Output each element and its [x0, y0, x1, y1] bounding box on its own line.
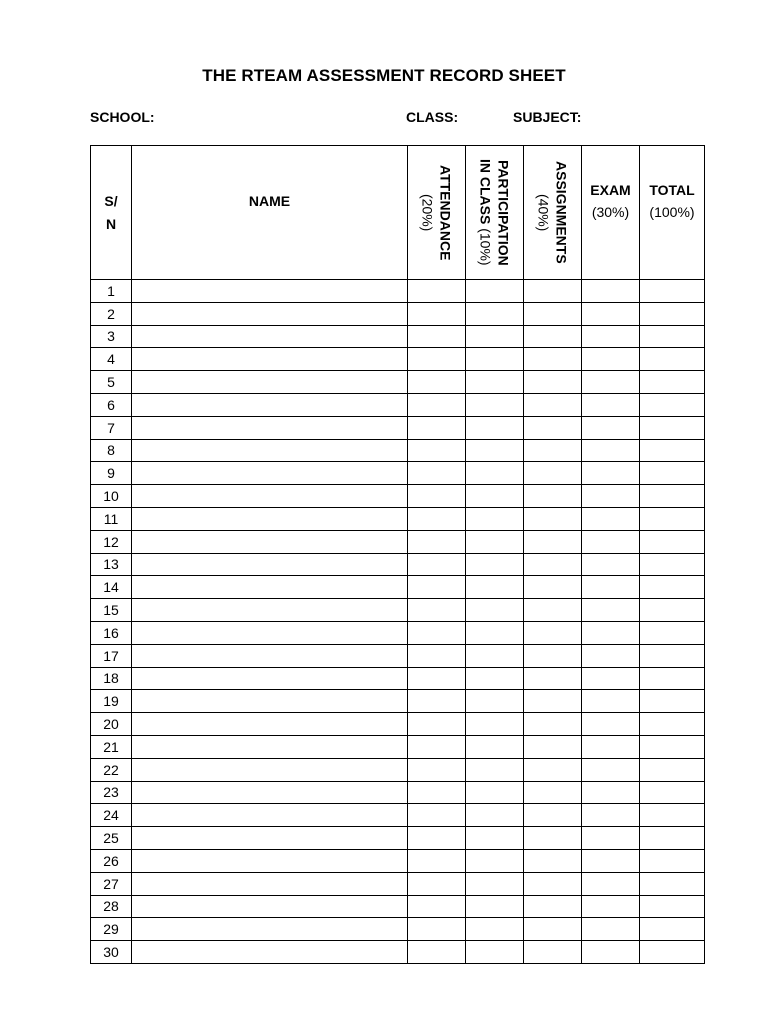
exam-cell[interactable] [582, 485, 640, 508]
participation-cell[interactable] [466, 941, 524, 964]
attendance-cell[interactable] [408, 599, 466, 622]
total-cell[interactable] [640, 599, 705, 622]
table-row [91, 621, 705, 644]
assignments-cell[interactable] [524, 827, 582, 850]
total-cell[interactable] [640, 895, 705, 918]
row-number: 13 [91, 553, 132, 576]
participation-cell[interactable] [466, 507, 524, 530]
row-number: 29 [91, 918, 132, 941]
table-row [91, 713, 705, 736]
attendance-cell[interactable] [408, 895, 466, 918]
exam-cell[interactable] [582, 348, 640, 371]
exam-cell[interactable] [582, 302, 640, 325]
exam-cell[interactable] [582, 804, 640, 827]
exam-cell[interactable] [582, 371, 640, 394]
attendance-cell[interactable] [408, 462, 466, 485]
exam-cell[interactable] [582, 735, 640, 758]
attendance-cell[interactable] [408, 941, 466, 964]
attendance-cell[interactable] [408, 781, 466, 804]
table-row [91, 735, 705, 758]
table-body [91, 280, 705, 964]
header-assignments-label: ASSIGNMENTS [553, 161, 570, 264]
assignments-cell[interactable] [524, 439, 582, 462]
row-number: 28 [91, 895, 132, 918]
exam-cell[interactable] [582, 918, 640, 941]
name-cell[interactable] [132, 644, 408, 667]
table-row [91, 804, 705, 827]
attendance-cell[interactable] [408, 804, 466, 827]
participation-cell[interactable] [466, 416, 524, 439]
total-cell[interactable] [640, 804, 705, 827]
assignments-cell[interactable] [524, 462, 582, 485]
assignments-cell[interactable] [524, 804, 582, 827]
participation-cell[interactable] [466, 439, 524, 462]
table-row [91, 348, 705, 371]
table-row [91, 462, 705, 485]
total-cell[interactable] [640, 918, 705, 941]
participation-cell[interactable] [466, 462, 524, 485]
total-cell[interactable] [640, 507, 705, 530]
attendance-cell[interactable] [408, 439, 466, 462]
participation-cell[interactable] [466, 485, 524, 508]
table-row [91, 507, 705, 530]
name-cell[interactable] [132, 371, 408, 394]
name-cell[interactable] [132, 872, 408, 895]
exam-cell[interactable] [582, 827, 640, 850]
attendance-cell[interactable] [408, 302, 466, 325]
header-name [132, 146, 408, 280]
assignments-cell[interactable] [524, 371, 582, 394]
table-row [91, 416, 705, 439]
table-row [91, 827, 705, 850]
row-number: 19 [91, 690, 132, 713]
participation-cell[interactable] [466, 690, 524, 713]
exam-cell[interactable] [582, 416, 640, 439]
exam-cell[interactable] [582, 530, 640, 553]
row-number: 23 [91, 781, 132, 804]
participation-cell[interactable] [466, 280, 524, 303]
attendance-cell[interactable] [408, 393, 466, 416]
name-cell[interactable] [132, 348, 408, 371]
participation-cell[interactable] [466, 735, 524, 758]
name-cell[interactable] [132, 758, 408, 781]
header-participation-text [477, 159, 513, 266]
exam-cell[interactable] [582, 599, 640, 622]
exam-cell[interactable] [582, 644, 640, 667]
total-cell[interactable] [640, 325, 705, 348]
table-row [91, 302, 705, 325]
attendance-cell[interactable] [408, 918, 466, 941]
participation-cell[interactable] [466, 849, 524, 872]
table-row [91, 485, 705, 508]
assignments-cell[interactable] [524, 644, 582, 667]
table-row [91, 918, 705, 941]
exam-cell[interactable] [582, 758, 640, 781]
name-cell[interactable] [132, 416, 408, 439]
header-sn-line1: S/ [104, 192, 118, 209]
row-number: 10 [91, 485, 132, 508]
participation-cell[interactable] [466, 393, 524, 416]
header-assignments-text [535, 161, 571, 264]
total-cell[interactable] [640, 530, 705, 553]
table-row [91, 280, 705, 303]
header-participation-weight: (10%) [477, 228, 494, 266]
row-number: 22 [91, 758, 132, 781]
exam-cell[interactable] [582, 462, 640, 485]
name-cell[interactable] [132, 325, 408, 348]
name-cell[interactable] [132, 485, 408, 508]
school-label: SCHOOL: [90, 109, 155, 125]
assignments-cell[interactable] [524, 781, 582, 804]
participation-cell[interactable] [466, 371, 524, 394]
row-number: 21 [91, 735, 132, 758]
total-cell[interactable] [640, 872, 705, 895]
assignments-cell[interactable] [524, 621, 582, 644]
header-total-weight: (100%) [649, 203, 695, 220]
row-number: 3 [91, 325, 132, 348]
table-row [91, 941, 705, 964]
participation-cell[interactable] [466, 644, 524, 667]
participation-cell[interactable] [466, 553, 524, 576]
name-cell[interactable] [132, 393, 408, 416]
attendance-cell[interactable] [408, 553, 466, 576]
exam-cell[interactable] [582, 325, 640, 348]
assignments-cell[interactable] [524, 667, 582, 690]
total-cell[interactable] [640, 280, 705, 303]
exam-cell[interactable] [582, 872, 640, 895]
header-row [91, 146, 705, 280]
row-number: 25 [91, 827, 132, 850]
name-cell[interactable] [132, 804, 408, 827]
total-cell[interactable] [640, 849, 705, 872]
exam-cell[interactable] [582, 667, 640, 690]
attendance-cell[interactable] [408, 530, 466, 553]
attendance-cell[interactable] [408, 849, 466, 872]
table-row [91, 758, 705, 781]
total-cell[interactable] [640, 713, 705, 736]
header-participation-line1: PARTICIPATION [495, 159, 512, 266]
header-sn-line2: N [105, 215, 117, 232]
participation-cell[interactable] [466, 804, 524, 827]
assignments-cell[interactable] [524, 758, 582, 781]
exam-cell[interactable] [582, 781, 640, 804]
name-cell[interactable] [132, 918, 408, 941]
attendance-cell[interactable] [408, 325, 466, 348]
attendance-cell[interactable] [408, 485, 466, 508]
participation-cell[interactable] [466, 895, 524, 918]
row-number: 2 [91, 302, 132, 325]
assignments-cell[interactable] [524, 895, 582, 918]
participation-cell[interactable] [466, 872, 524, 895]
row-number: 15 [91, 599, 132, 622]
attendance-cell[interactable] [408, 371, 466, 394]
header-sn [91, 146, 132, 280]
attendance-cell[interactable] [408, 827, 466, 850]
table-row [91, 576, 705, 599]
row-number: 26 [91, 849, 132, 872]
row-number: 17 [91, 644, 132, 667]
table-row [91, 599, 705, 622]
header-exam [582, 146, 640, 280]
header-participation [466, 146, 524, 280]
header-assignments-weight: (40%) [535, 193, 552, 232]
total-cell[interactable] [640, 644, 705, 667]
participation-cell[interactable] [466, 713, 524, 736]
total-cell[interactable] [640, 667, 705, 690]
total-cell[interactable] [640, 462, 705, 485]
table-row [91, 849, 705, 872]
row-number: 30 [91, 941, 132, 964]
row-number: 18 [91, 667, 132, 690]
total-cell[interactable] [640, 827, 705, 850]
assignments-cell[interactable] [524, 348, 582, 371]
exam-cell[interactable] [582, 941, 640, 964]
participation-cell[interactable] [466, 325, 524, 348]
name-cell[interactable] [132, 895, 408, 918]
assignments-cell[interactable] [524, 302, 582, 325]
table-row [91, 667, 705, 690]
header-attendance-text [419, 165, 455, 260]
exam-cell[interactable] [582, 553, 640, 576]
attendance-cell[interactable] [408, 576, 466, 599]
attendance-cell[interactable] [408, 280, 466, 303]
attendance-cell[interactable] [408, 758, 466, 781]
exam-cell[interactable] [582, 690, 640, 713]
table-row [91, 553, 705, 576]
assignments-cell[interactable] [524, 530, 582, 553]
name-cell[interactable] [132, 462, 408, 485]
table-row [91, 325, 705, 348]
row-number: 1 [91, 280, 132, 303]
attendance-cell[interactable] [408, 416, 466, 439]
exam-cell[interactable] [582, 895, 640, 918]
table-row [91, 895, 705, 918]
total-cell[interactable] [640, 485, 705, 508]
participation-cell[interactable] [466, 302, 524, 325]
participation-cell[interactable] [466, 918, 524, 941]
assignments-cell[interactable] [524, 599, 582, 622]
attendance-cell[interactable] [408, 348, 466, 371]
total-cell[interactable] [640, 371, 705, 394]
name-cell[interactable] [132, 781, 408, 804]
total-cell[interactable] [640, 348, 705, 371]
assignments-cell[interactable] [524, 872, 582, 895]
attendance-cell[interactable] [408, 872, 466, 895]
exam-cell[interactable] [582, 439, 640, 462]
assignments-cell[interactable] [524, 713, 582, 736]
assignments-cell[interactable] [524, 325, 582, 348]
row-number: 24 [91, 804, 132, 827]
table-row [91, 530, 705, 553]
participation-cell[interactable] [466, 348, 524, 371]
header-attendance-weight: (20%) [419, 193, 436, 232]
exam-cell[interactable] [582, 576, 640, 599]
header-total-label: TOTAL [649, 181, 695, 198]
total-cell[interactable] [640, 576, 705, 599]
total-cell[interactable] [640, 690, 705, 713]
row-number: 5 [91, 371, 132, 394]
name-cell[interactable] [132, 439, 408, 462]
row-number: 20 [91, 713, 132, 736]
exam-cell[interactable] [582, 849, 640, 872]
row-number: 7 [91, 416, 132, 439]
participation-cell[interactable] [466, 576, 524, 599]
table-row [91, 690, 705, 713]
assignments-cell[interactable] [524, 507, 582, 530]
assignments-cell[interactable] [524, 576, 582, 599]
class-label: CLASS: [406, 109, 459, 125]
total-cell[interactable] [640, 735, 705, 758]
table-row [91, 393, 705, 416]
row-number: 8 [91, 439, 132, 462]
total-cell[interactable] [640, 781, 705, 804]
attendance-cell[interactable] [408, 713, 466, 736]
row-number: 16 [91, 621, 132, 644]
participation-cell[interactable] [466, 530, 524, 553]
name-cell[interactable] [132, 621, 408, 644]
assignments-cell[interactable] [524, 393, 582, 416]
row-number: 14 [91, 576, 132, 599]
name-cell[interactable] [132, 667, 408, 690]
sheet-title: THE RTEAM ASSESSMENT RECORD SHEET [202, 66, 566, 85]
assessment-table [90, 145, 705, 964]
total-cell[interactable] [640, 393, 705, 416]
assignments-cell[interactable] [524, 690, 582, 713]
header-attendance [408, 146, 466, 280]
assignments-cell[interactable] [524, 416, 582, 439]
row-number: 27 [91, 872, 132, 895]
attendance-cell[interactable] [408, 690, 466, 713]
attendance-cell[interactable] [408, 667, 466, 690]
row-number: 6 [91, 393, 132, 416]
participation-cell[interactable] [466, 827, 524, 850]
exam-cell[interactable] [582, 393, 640, 416]
total-cell[interactable] [640, 439, 705, 462]
assignments-cell[interactable] [524, 918, 582, 941]
attendance-cell[interactable] [408, 621, 466, 644]
name-cell[interactable] [132, 576, 408, 599]
total-cell[interactable] [640, 302, 705, 325]
name-cell[interactable] [132, 849, 408, 872]
name-cell[interactable] [132, 735, 408, 758]
header-exam-label: EXAM [590, 181, 631, 198]
assignments-cell[interactable] [524, 735, 582, 758]
table-row [91, 872, 705, 895]
header-name-label: NAME [248, 192, 291, 209]
table-row [91, 781, 705, 804]
assignments-cell[interactable] [524, 941, 582, 964]
name-cell[interactable] [132, 553, 408, 576]
header-participation-line2: IN CLASS [477, 159, 494, 225]
name-cell[interactable] [132, 599, 408, 622]
name-cell[interactable] [132, 713, 408, 736]
name-cell[interactable] [132, 302, 408, 325]
row-number: 9 [91, 462, 132, 485]
attendance-cell[interactable] [408, 644, 466, 667]
total-cell[interactable] [640, 621, 705, 644]
name-cell[interactable] [132, 507, 408, 530]
name-cell[interactable] [132, 690, 408, 713]
participation-cell[interactable] [466, 599, 524, 622]
table-row [91, 371, 705, 394]
participation-cell[interactable] [466, 621, 524, 644]
exam-cell[interactable] [582, 280, 640, 303]
assignments-cell[interactable] [524, 485, 582, 508]
exam-cell[interactable] [582, 713, 640, 736]
table-row [91, 644, 705, 667]
name-cell[interactable] [132, 530, 408, 553]
participation-cell[interactable] [466, 781, 524, 804]
exam-cell[interactable] [582, 621, 640, 644]
assignments-cell[interactable] [524, 553, 582, 576]
row-number: 12 [91, 530, 132, 553]
header-exam-weight: (30%) [591, 203, 630, 220]
header-attendance-label: ATTENDANCE [437, 164, 454, 261]
name-cell[interactable] [132, 827, 408, 850]
assignments-cell[interactable] [524, 849, 582, 872]
total-cell[interactable] [640, 941, 705, 964]
exam-cell[interactable] [582, 507, 640, 530]
name-cell[interactable] [132, 280, 408, 303]
total-cell[interactable] [640, 416, 705, 439]
total-cell[interactable] [640, 553, 705, 576]
total-cell[interactable] [640, 758, 705, 781]
attendance-cell[interactable] [408, 735, 466, 758]
row-number: 11 [91, 507, 132, 530]
row-number: 4 [91, 348, 132, 371]
assignments-cell[interactable] [524, 280, 582, 303]
subject-label: SUBJECT: [513, 109, 582, 125]
header-assignments [524, 146, 582, 280]
participation-cell[interactable] [466, 758, 524, 781]
name-cell[interactable] [132, 941, 408, 964]
table-row [91, 439, 705, 462]
participation-cell[interactable] [466, 667, 524, 690]
attendance-cell[interactable] [408, 507, 466, 530]
header-total [640, 146, 705, 280]
